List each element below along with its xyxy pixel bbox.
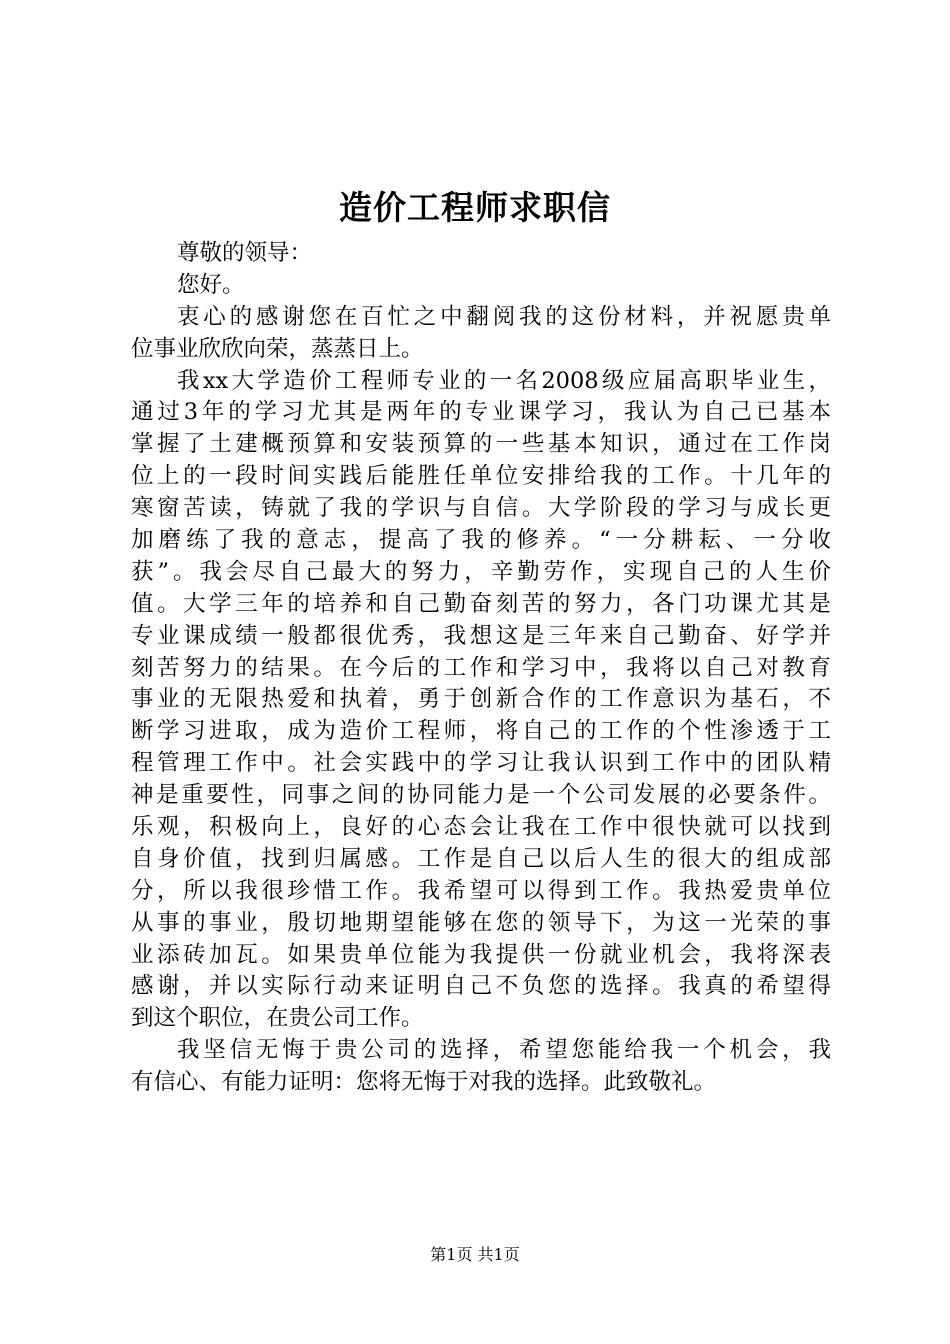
body-text-line: 衷心的感谢您在百忙之中翻阅我的这份材料，并祝愿贵单	[177, 303, 831, 330]
body-text-line: 程管理工作中。社会实践中的学习让我认识到工作中的团队精	[131, 750, 831, 777]
body-text-line: 从事的事业，殷切地期望能够在您的领导下，为这一光荣的事	[131, 909, 831, 936]
body-text-line: 专业课成绩一般都很优秀，我想这是三年来自己勤奋、好学并	[131, 622, 831, 649]
body-text-line: 通过3年的学习尤其是两年的专业课学习，我认为自己已基本	[131, 399, 831, 426]
body-text-line: 您好。	[177, 271, 245, 298]
body-text-line: 到这个职位，在贵公司工作。	[131, 1005, 424, 1032]
body-text-line: 寒窗苦读，铸就了我的学识与自信。大学阶段的学习与成长更	[131, 495, 831, 522]
body-text-line: 位上的一段时间实践后能胜任单位安排给我的工作。十几年的	[131, 463, 831, 490]
document-body	[131, 238, 831, 1099]
body-text-line: 感谢，并以实际行动来证明自己不负您的选择。我真的希望得	[131, 973, 831, 1000]
body-text-line: 获”。我会尽自己最大的努力，辛勤劳作，实现自己的人生价	[131, 558, 831, 585]
body-text-line: 业添砖加瓦。如果贵单位能为我提供一份就业机会，我将深表	[131, 941, 831, 968]
body-text-line: 加磨练了我的意志，提高了我的修养。“一分耕耘、一分收	[131, 527, 831, 554]
body-text-line: 位事业欣欣向荣，蒸蒸日上。	[131, 335, 424, 362]
body-text-line: 断学习进取，成为造价工程师，将自己的工作的个性渗透于工	[131, 718, 831, 745]
body-text-line: 自身价值，找到归属感。工作是自己以后人生的很大的组成部	[131, 845, 831, 872]
body-text-line: 有信心、有能力证明：您将无悔于对我的选择。此致敬礼。	[131, 1069, 717, 1096]
body-text-line: 尊敬的领导：	[177, 240, 313, 266]
body-text-line: 事业的无限热爱和执着，勇于创新合作的工作意识为基石，不	[131, 686, 831, 713]
body-text-line: 掌握了土建概预算和安装预算的一些基本知识，通过在工作岗	[131, 431, 831, 458]
body-text-line: 刻苦努力的结果。在今后的工作和学习中，我将以自己对教育	[131, 654, 831, 681]
document-title: 造价工程师求职信	[339, 188, 611, 227]
body-text-line: 神是重要性，同事之间的协同能力是一个公司发展的必要条件。	[131, 782, 831, 809]
body-text-line: 我xx大学造价工程师专业的一名2008级应届高职毕业生，	[177, 367, 831, 394]
page-number-footer: 第1页 共1页	[430, 1245, 520, 1264]
body-text-line: 乐观，积极向上，良好的心态会让我在工作中很快就可以找到	[131, 814, 831, 841]
body-text-line: 值。大学三年的培养和自己勤奋刻苦的努力，各门功课尤其是	[131, 590, 831, 617]
body-text-line: 我坚信无悔于贵公司的选择，希望您能给我一个机会，我	[177, 1037, 831, 1064]
body-text-line: 分，所以我很珍惜工作。我希望可以得到工作。我热爱贵单位	[131, 877, 831, 904]
